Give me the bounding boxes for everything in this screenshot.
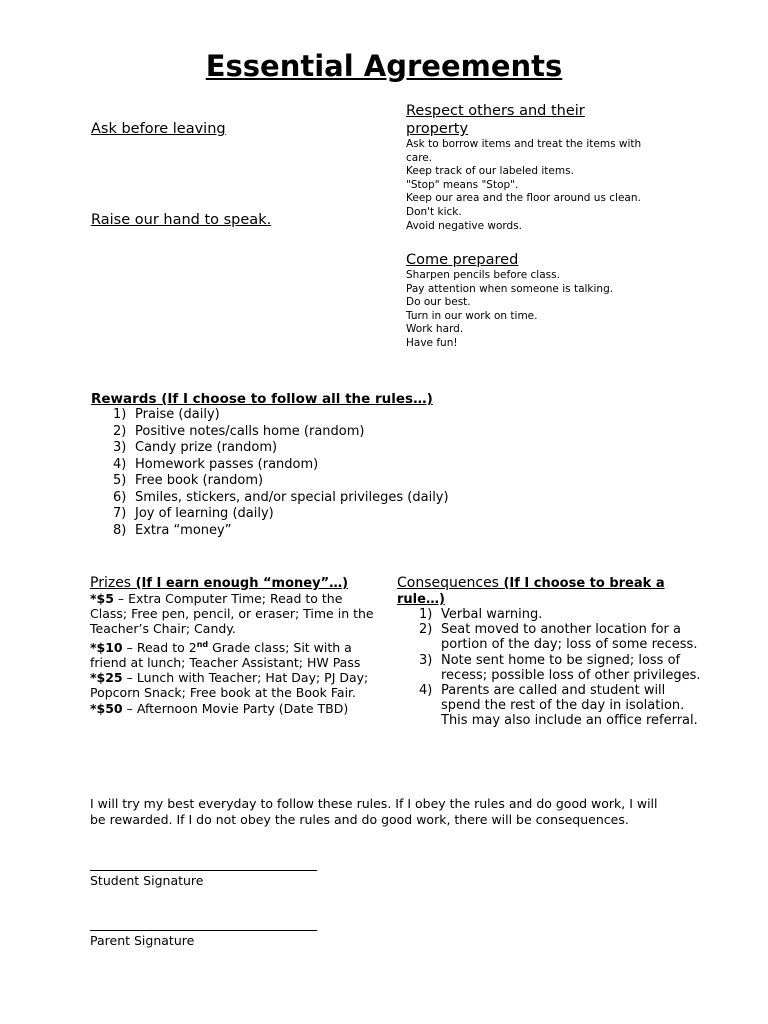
parent-signature-line[interactable]: [90, 930, 317, 931]
prepared-item: Do our best.: [406, 296, 471, 309]
prize-amount: *$25: [90, 670, 123, 686]
prize-line: [90, 606, 390, 621]
list-item: [113, 407, 533, 424]
rewards-heading: Rewards (If I choose to follow all the rules…): [91, 391, 433, 407]
list-item: [419, 607, 719, 622]
respect-list: [406, 138, 641, 233]
list-number: 6): [113, 489, 127, 505]
list-text: Smiles, stickers, and/or special privileges (daily): [135, 489, 449, 505]
prepared-item: Sharpen pencils before class.: [406, 269, 560, 281]
prize-line: [90, 655, 390, 670]
list-number: 3): [113, 440, 127, 455]
list-item: [419, 653, 719, 668]
prize-line: [90, 637, 390, 655]
list-number: 2): [419, 622, 433, 638]
list-number: 5): [113, 473, 127, 488]
respect-item: "Stop" means "Stop".: [406, 178, 519, 191]
list-text: spend the rest of the day in isolation.: [441, 698, 685, 714]
ordinal-superscript: nd: [196, 639, 209, 649]
list-item: [113, 457, 533, 474]
prizes-list: [90, 591, 390, 716]
list-item-continued: [419, 698, 719, 713]
list-item-continued: [419, 637, 719, 652]
prepared-item: Have fun!: [406, 336, 458, 349]
list-number: 4): [419, 682, 433, 698]
prizes-heading: [90, 575, 348, 592]
list-item: [113, 523, 533, 540]
pledge-line: I will try my best everyday to follow these rules. If I obey the rules and do good work, I will: [90, 796, 658, 811]
prize-line: [90, 621, 390, 636]
prepared-heading: Come prepared: [406, 252, 519, 268]
consequences-heading-sub: (If I choose to break a: [503, 576, 665, 591]
list-number: 2): [113, 423, 127, 439]
list-text: portion of the day; loss of some recess.: [441, 637, 698, 653]
consequences-list: [419, 607, 719, 729]
prizes-heading-sub: (If I earn enough “money”…): [135, 576, 349, 591]
list-text: Candy prize (random): [135, 440, 278, 455]
prize-text: – Read to 2: [122, 639, 197, 655]
respect-heading-line2: property: [406, 121, 469, 137]
prize-text: – Lunch with Teacher; Hat Day; PJ Day;: [122, 670, 369, 686]
prepared-item: Work hard.: [406, 323, 464, 336]
list-number: 4): [113, 456, 127, 472]
list-text: Verbal warning.: [441, 607, 543, 622]
student-signature-line[interactable]: [90, 870, 317, 871]
respect-item: care.: [406, 151, 433, 164]
prize-text: Teacher’s Chair; Candy.: [90, 621, 236, 637]
list-text: Note sent home to be signed; loss of: [441, 652, 681, 668]
prize-line: [90, 591, 390, 606]
list-text: Seat moved to another location for a: [441, 622, 681, 638]
list-number: 3): [419, 652, 433, 668]
prize-text: Popcorn Snack; Free book at the Book Fair.: [90, 685, 357, 701]
prize-line: [90, 670, 390, 685]
prize-text: Grade class; Sit with a: [208, 639, 352, 655]
respect-heading-line1: Respect others and their: [406, 103, 585, 119]
list-text: Parents are called and student will: [441, 682, 666, 698]
rewards-list: [113, 407, 533, 539]
parent-signature-label: Parent Signature: [90, 933, 195, 948]
respect-item: Keep our area and the floor around us clean.: [406, 192, 641, 205]
list-item: [113, 490, 533, 507]
prize-line: [90, 685, 390, 700]
respect-item: Keep track of our labeled items.: [406, 165, 574, 178]
student-signature-label: Student Signature: [90, 873, 204, 888]
prepared-list: [406, 269, 613, 351]
list-number: 7): [113, 506, 127, 521]
prize-text: friend at lunch; Teacher Assistant; HW Pass: [90, 654, 361, 670]
consequences-heading-sub2: rule…): [397, 592, 445, 607]
list-item: [113, 424, 533, 441]
list-text: This may also include an office referral.: [441, 713, 698, 729]
list-item: [113, 506, 533, 523]
list-item-continued: [419, 668, 719, 683]
list-item: [419, 683, 719, 698]
pledge-line: be rewarded. If I do not obey the rules and do good work, there will be consequences.: [90, 811, 629, 827]
list-item-continued: [419, 713, 719, 728]
respect-item: Avoid negative words.: [406, 219, 523, 232]
prepared-section: [406, 251, 613, 351]
prize-amount: *$50: [90, 700, 123, 716]
list-number: 8): [113, 522, 127, 538]
prize-text: – Extra Computer Time; Read to the: [113, 591, 343, 606]
pledge-paragraph: [90, 796, 730, 827]
list-text: Free book (random): [135, 473, 264, 488]
page-title: Essential Agreements: [205, 49, 563, 83]
list-text: recess; possible loss of other privileges.: [441, 667, 701, 683]
list-text: Positive notes/calls home (random): [135, 423, 365, 439]
prepared-item: Pay attention when someone is talking.: [406, 282, 614, 295]
prize-text: – Afternoon Movie Party (Date TBD): [122, 700, 349, 716]
prepared-item: Turn in our work on time.: [406, 309, 538, 322]
list-item: [113, 440, 533, 457]
list-number: 1): [419, 607, 433, 622]
list-number: 1): [113, 407, 127, 422]
consequences-heading: [397, 575, 665, 608]
list-text: Praise (daily): [135, 407, 220, 422]
respect-item: Ask to borrow items and treat the items with: [406, 138, 642, 150]
list-text: Homework passes (random): [135, 456, 319, 472]
respect-item: Don't kick.: [406, 205, 462, 218]
rule-ask-before-leaving: Ask before leaving: [91, 121, 226, 137]
prize-line: [90, 701, 390, 716]
rule-raise-hand: Raise our hand to speak.: [91, 212, 272, 228]
consequences-heading-main: Consequences: [397, 575, 499, 591]
prize-amount: *$5: [90, 591, 114, 606]
respect-section: [406, 102, 641, 233]
prize-amount: *$10: [90, 639, 123, 655]
prizes-heading-main: Prizes: [90, 575, 132, 591]
list-text: Extra “money”: [135, 522, 232, 538]
prize-text: Class; Free pen, pencil, or eraser; Time in the: [90, 606, 374, 622]
list-item: [113, 473, 533, 490]
list-item: [419, 622, 719, 637]
list-text: Joy of learning (daily): [135, 506, 274, 521]
